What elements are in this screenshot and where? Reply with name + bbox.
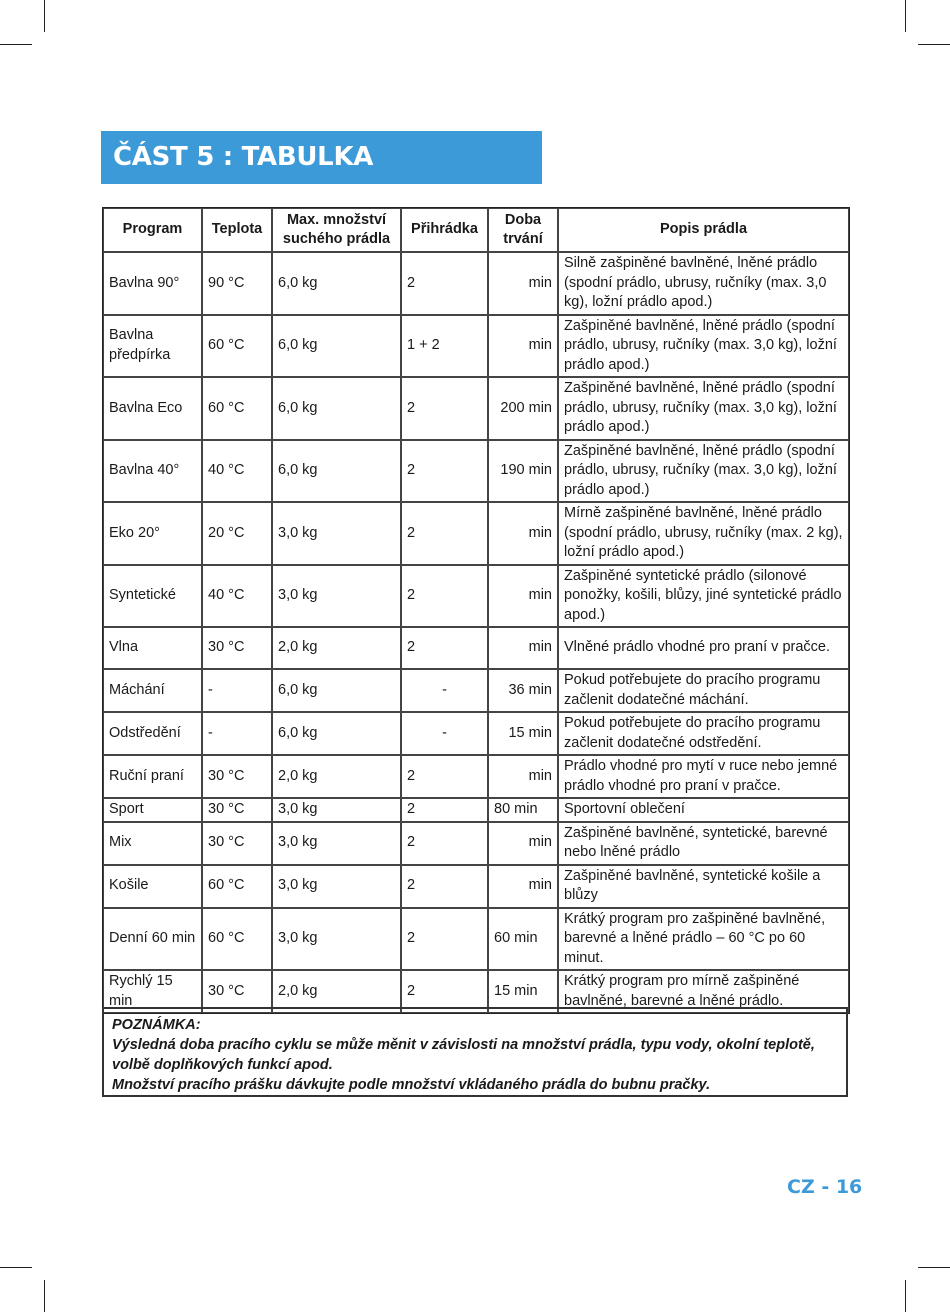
cell-compartment: 2 — [401, 565, 488, 628]
cell-description: Silně zašpiněné bavlněné, lněné prádlo (spodní prádlo, ubrusy, ručníky (max. 3,0 kg), ložní prádlo apod.) — [558, 252, 849, 315]
crop-mark — [918, 44, 950, 45]
cell-duration: 200 min — [488, 377, 558, 440]
cell-compartment: 2 — [401, 865, 488, 908]
header-max-load-line1: Max. množství — [286, 211, 387, 228]
table-row — [103, 252, 849, 315]
table-row — [103, 755, 849, 798]
cell-description: Zašpiněné bavlněné, lněné prádlo (spodní prádlo, ubrusy, ručníky (max. 3,0 kg), ložní prádlo apod.) — [558, 377, 849, 440]
crop-mark — [44, 1280, 45, 1312]
cell-duration: 60 min — [488, 908, 558, 971]
cell-temperature: - — [202, 712, 272, 755]
cell-program: Bavlna předpírka — [103, 315, 202, 378]
cell-duration: min — [488, 315, 558, 378]
cell-load: 3,0 kg — [272, 865, 401, 908]
cell-compartment: 2 — [401, 377, 488, 440]
cell-program: Košile — [103, 865, 202, 908]
cell-temperature: 30 °C — [202, 822, 272, 865]
cell-load: 6,0 kg — [272, 252, 401, 315]
table-header-row — [103, 208, 849, 252]
crop-mark — [905, 1280, 906, 1312]
cell-duration: min — [488, 627, 558, 669]
cell-load: 3,0 kg — [272, 565, 401, 628]
cell-load: 6,0 kg — [272, 440, 401, 503]
cell-load: 6,0 kg — [272, 315, 401, 378]
cell-description: Prádlo vhodné pro mytí v ruce nebo jemné prádlo vhodné pro praní v pračce. — [558, 755, 849, 798]
cell-program: Mix — [103, 822, 202, 865]
note-line-1: Výsledná doba pracího cyklu se může měnit v závislosti na množství prádla, typu vody, okolní teplotě, volbě doplňkových funkcí apod. — [112, 1037, 815, 1073]
cell-description: Pokud potřebujete do pracího programu začlenit dodatečné máchání. — [558, 669, 849, 712]
cell-temperature: 30 °C — [202, 798, 272, 822]
cell-description: Zašpiněné bavlněné, lněné prádlo (spodní prádlo, ubrusy, ručníky (max. 3,0 kg), ložní prádlo apod.) — [558, 440, 849, 503]
cell-duration: min — [488, 252, 558, 315]
crop-mark — [905, 0, 906, 32]
cell-temperature: 60 °C — [202, 908, 272, 971]
header-program: Program — [103, 208, 202, 252]
cell-load: 3,0 kg — [272, 502, 401, 565]
cell-temperature: - — [202, 669, 272, 712]
header-duration-line2: trvání — [503, 231, 543, 247]
cell-program: Odstředění — [103, 712, 202, 755]
cell-temperature: 20 °C — [202, 502, 272, 565]
table-row — [103, 669, 849, 712]
table-row — [103, 627, 849, 669]
cell-duration: 80 min — [488, 798, 558, 822]
cell-compartment: 2 — [401, 908, 488, 971]
cell-compartment: 2 — [401, 755, 488, 798]
cell-description: Krátký program pro mírně zašpiněné bavlněné, barevné a lněné prádlo. — [558, 970, 849, 1013]
cell-description: Zašpiněné bavlněné, syntetické, barevné nebo lněné prádlo — [558, 822, 849, 865]
cell-load: 6,0 kg — [272, 377, 401, 440]
cell-program: Bavlna Eco — [103, 377, 202, 440]
cell-load: 2,0 kg — [272, 970, 401, 1013]
cell-program: Sport — [103, 798, 202, 822]
header-duration — [488, 208, 558, 252]
crop-mark — [0, 44, 32, 45]
cell-program: Bavlna 40° — [103, 440, 202, 503]
cell-compartment: 2 — [401, 252, 488, 315]
cell-temperature: 90 °C — [202, 252, 272, 315]
cell-compartment: 2 — [401, 440, 488, 503]
cell-temperature: 60 °C — [202, 865, 272, 908]
header-compartment: Přihrádka — [401, 208, 488, 252]
table-row — [103, 865, 849, 908]
cell-duration: 36 min — [488, 669, 558, 712]
header-temperature: Teplota — [202, 208, 272, 252]
cell-load: 6,0 kg — [272, 712, 401, 755]
cell-load: 2,0 kg — [272, 627, 401, 669]
cell-program: Vlna — [103, 627, 202, 669]
crop-mark — [0, 1267, 32, 1268]
header-duration-line1: Doba — [504, 211, 542, 228]
header-max-load-line2: suchého prádla — [282, 231, 391, 247]
cell-program: Bavlna 90° — [103, 252, 202, 315]
cell-program: Eko 20° — [103, 502, 202, 565]
note-box — [102, 1007, 848, 1097]
cell-temperature: 40 °C — [202, 565, 272, 628]
page-number: CZ - 16 — [787, 1176, 863, 1198]
cell-program: Ruční praní — [103, 755, 202, 798]
cell-description: Sportovní oblečení — [558, 798, 849, 822]
cell-description: Zašpiněné syntetické prádlo (silonové ponožky, košili, blůzy, jiné syntetické prádlo apod.) — [558, 565, 849, 628]
cell-temperature: 30 °C — [202, 755, 272, 798]
cell-description: Pokud potřebujete do pracího programu začlenit dodatečné odstředění. — [558, 712, 849, 755]
cell-duration: 15 min — [488, 970, 558, 1013]
cell-temperature: 60 °C — [202, 377, 272, 440]
program-table — [102, 207, 850, 1014]
table-row — [103, 502, 849, 565]
cell-program: Rychlý 15 min — [103, 970, 202, 1013]
header-description: Popis prádla — [558, 208, 849, 252]
cell-duration: min — [488, 502, 558, 565]
table-row — [103, 712, 849, 755]
cell-compartment: 2 — [401, 502, 488, 565]
table-row — [103, 377, 849, 440]
cell-duration: min — [488, 865, 558, 908]
section-title: ČÁST 5 : TABULKA PROGRAMŮ — [113, 142, 374, 225]
cell-temperature: 60 °C — [202, 315, 272, 378]
cell-description: Zašpiněné bavlněné, lněné prádlo (spodní prádlo, ubrusy, ručníky (max. 3,0 kg), ložní prádlo apod.) — [558, 315, 849, 378]
cell-load: 3,0 kg — [272, 798, 401, 822]
crop-mark — [918, 1267, 950, 1268]
header-max-load — [272, 208, 401, 252]
cell-temperature: 30 °C — [202, 970, 272, 1013]
table-row — [103, 908, 849, 971]
table-row — [103, 822, 849, 865]
cell-compartment: 2 — [401, 627, 488, 669]
table-row — [103, 565, 849, 628]
crop-mark — [44, 0, 45, 32]
cell-compartment: 2 — [401, 970, 488, 1013]
table-row — [103, 440, 849, 503]
cell-description: Vlněné prádlo vhodné pro praní v pračce. — [558, 627, 849, 669]
cell-description: Zašpiněné bavlněné, syntetické košile a blůzy — [558, 865, 849, 908]
cell-compartment: 2 — [401, 798, 488, 822]
cell-load: 3,0 kg — [272, 908, 401, 971]
cell-compartment: - — [401, 712, 488, 755]
cell-duration: 190 min — [488, 440, 558, 503]
cell-load: 3,0 kg — [272, 822, 401, 865]
cell-duration: min — [488, 822, 558, 865]
note-line-2: Množství pracího prášku dávkujte podle množství vkládaného prádla do bubnu pračky. — [112, 1077, 711, 1093]
cell-program: Syntetické — [103, 565, 202, 628]
cell-duration: 15 min — [488, 712, 558, 755]
note-heading: POZNÁMKA: — [112, 1017, 201, 1033]
cell-compartment: 1 + 2 — [401, 315, 488, 378]
cell-description: Mírně zašpiněné bavlněné, lněné prádlo (spodní prádlo, ubrusy, ručníky (max. 2 kg), ložní prádlo apod.) — [558, 502, 849, 565]
cell-temperature: 30 °C — [202, 627, 272, 669]
cell-load: 2,0 kg — [272, 755, 401, 798]
cell-description: Krátký program pro zašpiněné bavlněné, barevné a lněné prádlo – 60 °C po 60 minut. — [558, 908, 849, 971]
cell-load: 6,0 kg — [272, 669, 401, 712]
cell-compartment: - — [401, 669, 488, 712]
cell-program: Máchání — [103, 669, 202, 712]
cell-duration: min — [488, 565, 558, 628]
cell-compartment: 2 — [401, 822, 488, 865]
table-row — [103, 798, 849, 822]
cell-duration: min — [488, 755, 558, 798]
table-row — [103, 315, 849, 378]
cell-program: Denní 60 min — [103, 908, 202, 971]
cell-temperature: 40 °C — [202, 440, 272, 503]
